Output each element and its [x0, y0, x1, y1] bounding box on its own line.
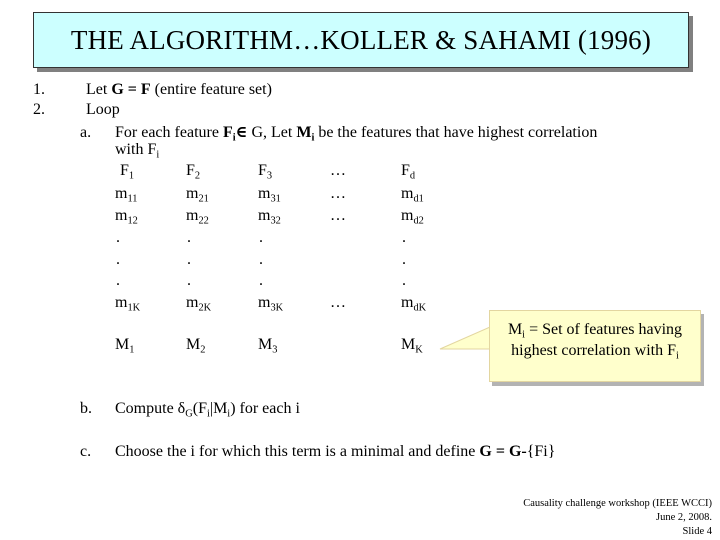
ellipsis-dot: .: [187, 251, 191, 268]
ellipsis-dot: .: [187, 229, 191, 246]
table-cell: $m_{3K}$: [258, 294, 284, 314]
slide-number: Slide 4: [682, 526, 712, 537]
set-label: $M_2$: [186, 336, 206, 356]
slide-title-text: THE ALGORITHM…KOLLER & SAHAMI (1996): [70, 24, 652, 55]
callout-line-2: highest correlation with $F_i$: [511, 342, 679, 362]
set-label: $M_3$: [258, 336, 278, 356]
footer-date: June 2, 2008.: [656, 512, 712, 523]
substep-c-text: Choose the i for which this term is a minimal and define G = G-{Fi}: [115, 443, 556, 460]
slide-footer: [523, 497, 712, 539]
table-header: $F_3$: [258, 162, 273, 182]
slide-title: [33, 12, 689, 68]
ellipsis-dot: .: [402, 229, 406, 246]
table-header: …: [330, 162, 346, 179]
step-1-text: Let G = F (entire feature set): [86, 81, 272, 98]
table-cell: …: [330, 207, 346, 224]
substep-a-letter: a.: [80, 124, 92, 141]
table-header: $F_2$: [186, 162, 201, 182]
callout-pointer: [436, 325, 496, 355]
substep-b-text: Compute $\delta_G(F_i|M_i)$ for each i: [115, 400, 300, 420]
table-cell: $m_{dK}$: [401, 294, 427, 314]
table-cell: $m_{2K}$: [186, 294, 212, 314]
table-cell: $m_{d1}$: [401, 185, 424, 205]
table-cell: $m_{32}$: [258, 207, 281, 227]
substep-b-letter: b.: [80, 400, 92, 417]
callout-text: [490, 319, 700, 361]
callout-line-1: $M_i$ = Set of features having: [507, 321, 683, 341]
ellipsis-dot: .: [116, 272, 120, 289]
ellipsis-dot: .: [116, 251, 120, 268]
ellipsis-dot: .: [116, 229, 120, 246]
table-cell: $m_{d2}$: [401, 207, 424, 227]
table-cell: …: [330, 294, 346, 311]
table-cell: $m_{1K}$: [115, 294, 141, 314]
ellipsis-dot: .: [402, 251, 406, 268]
ellipsis-dot: .: [402, 272, 406, 289]
step-2-text: Loop: [86, 101, 120, 118]
table-cell: $m_{12}$: [115, 207, 138, 227]
table-cell: …: [330, 185, 346, 202]
table-cell: $m_{21}$: [186, 185, 209, 205]
table-header: $F_1$: [120, 162, 135, 182]
ellipsis-dot: .: [259, 272, 263, 289]
ellipsis-dot: .: [187, 272, 191, 289]
set-label: $M_1$: [115, 336, 135, 356]
substep-c-letter: c.: [80, 443, 92, 460]
table-cell: $m_{22}$: [186, 207, 209, 227]
set-label: $M_K$: [401, 336, 423, 356]
footer-event: Causality challenge workshop (IEEE WCCI): [523, 498, 712, 509]
callout-box: [489, 310, 701, 382]
step-2-number: 2.: [33, 101, 45, 118]
substep-a-text: For each feature $F_i\in$ G, Let $M_i$ be the features that have highest correlation: [115, 124, 598, 144]
table-header: $F_d$: [401, 162, 416, 182]
table-cell: $m_{31}$: [258, 185, 281, 205]
ellipsis-dot: .: [259, 229, 263, 246]
substep-a-text-cont: with $F_i$: [115, 141, 160, 161]
ellipsis-dot: .: [259, 251, 263, 268]
step-1-number: 1.: [33, 81, 45, 98]
table-cell: $m_{11}$: [115, 185, 138, 205]
